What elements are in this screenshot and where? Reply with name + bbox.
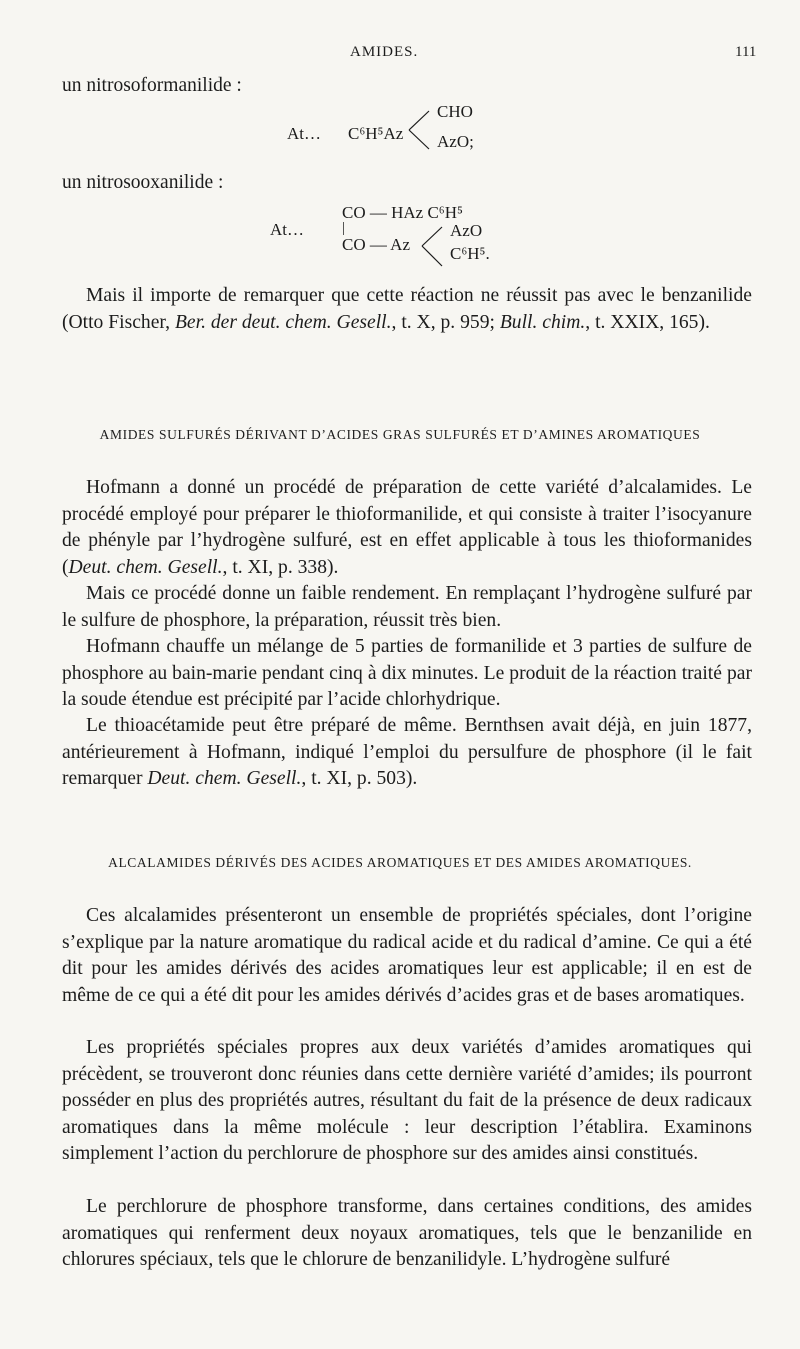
paragraph-benzanilide: Mais il importe de remarquer que cette réaction ne réussit pas avec le benzanilide (Otto Fischer, Ber. der deut. chem. Gesell., t. X, p. 959; Bull. chim., t. XXIX, 165). xyxy=(62,285,752,333)
formula2-bond: | xyxy=(342,220,346,236)
citation: Bull. chim. xyxy=(499,311,586,333)
formula1 xyxy=(0,100,800,160)
formula2-bottom: C⁶H⁵. xyxy=(450,244,490,263)
paragraph-hofmann-procedure: Hofmann a donné un procédé de préparation de cette variété d’alcalamides. Le procédé employé pour préparer le thioformanilide, et qui consiste à traiter l’isocyanure de phényle par l’hydrogène sulfuré, est en effet applicable à tous les thioformanides (Deut. chem. Gesell., t. XI, p. 338). xyxy=(62,477,752,578)
formula2-line1: CO — HAz C⁶H⁵ xyxy=(342,203,463,222)
formula1-core: C⁶H⁵Az xyxy=(348,124,404,143)
paragraph-thioacetamide: Le thioacétamide peut être préparé de même. Bernthsen avait déjà, en juin 1877, antérieurement à Hofmann, indiqué l’emploi du persulfure de phosphore (il le fait remarquer Deut. chem. Gesell., t. XI, p. 503). xyxy=(62,715,752,789)
formula2 xyxy=(0,198,800,273)
formula1-top: CHO xyxy=(437,102,473,121)
formula2-prefix: At… xyxy=(270,220,304,239)
section-heading-aromatic-alcalamides: ALCALAMIDES DÉRIVÉS DES ACIDES AROMATIQUES ET DES AMIDES AROMATIQUES. xyxy=(108,855,692,870)
citation: Deut. chem. Gesell. xyxy=(147,768,302,789)
formula2-label: un nitrosooxanilide : xyxy=(62,172,224,193)
formula1-bottom: AzO; xyxy=(437,132,474,151)
formula2-line2: CO — Az xyxy=(342,235,410,254)
paragraph-special-properties: Les propriétés spéciales propres aux deux variétés d’amides aromatiques qui précèdent, se trouveront donc réunies dans cette dernière variété d’amides; ils pourront posséder en plus des propriétés autres, résultant du fait de la présence de deux radicaux aromatiques dans la même molécule : leur description l’établira. Examinons simplement l’action du perchlorure de phosphore sur des amides ainsi constitués. xyxy=(62,1037,752,1164)
formula1-branch-lines xyxy=(407,108,431,152)
formula2-top: AzO xyxy=(450,221,483,240)
section-heading-sulfur-amides: AMIDES SULFURÉS DÉRIVANT D’ACIDES GRAS SULFURÉS ET D’AMINES AROMATIQUES xyxy=(99,427,701,442)
citation: Deut. chem. Gesell. xyxy=(68,556,223,578)
paragraph-yield: Mais ce procédé donne un faible rendement. En remplaçant l’hydrogène sulfuré par le sulfure de phosphore, la préparation, réussit très bien. xyxy=(62,583,752,631)
citation: Ber. der deut. chem. Gesell. xyxy=(174,311,392,333)
page-number: 111 xyxy=(735,44,757,60)
formula2-branch-lines xyxy=(420,224,444,270)
paragraph-properties: Ces alcalamides présenteront un ensemble de propriétés spéciales, dont l’origine s’explique par la nature aromatique du radical acide et du radical d’amine. Ce qui a été dit pour les amides dérivés des acides aromatiques leur est applicable; il en est de même de ce qui a été dit pour les amides dérivés d’acides gras et de bases aromatiques. xyxy=(62,905,752,1006)
formula1-prefix: At… xyxy=(287,124,321,143)
formula1-label: un nitrosoformanilide : xyxy=(62,75,242,96)
paragraph-heating: Hofmann chauffe un mélange de 5 parties de formanilide et 3 parties de sulfure de phosphore au bain-marie pendant cinq à dix minutes. Le produit de la réaction traité par la soude étendue est précipité par l’acide chlorhydrique. xyxy=(62,636,752,710)
running-title: AMIDES. xyxy=(350,44,419,60)
paragraph-perchloride: Le perchlorure de phosphore transforme, dans certaines conditions, des amides aromatiques qui renferment deux noyaux aromatiques, tels que le benzanilide en chlorures spéciaux, tels que le chlorure de benzanilidyle. L’hydrogène sulfuré xyxy=(62,1196,752,1270)
